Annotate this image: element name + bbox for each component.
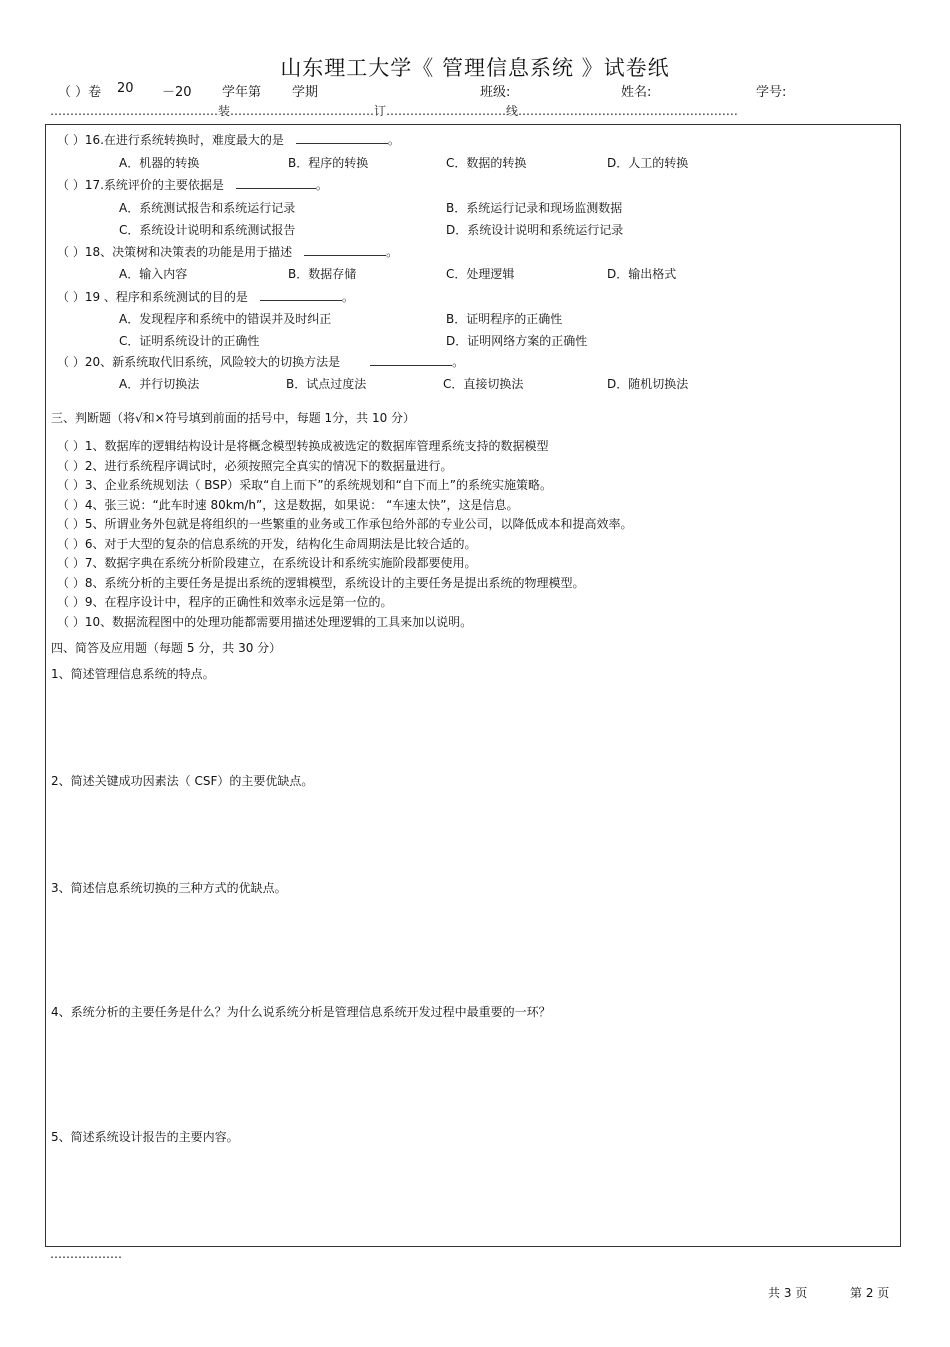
question-16-stem: （ ）16.在进行系统转换时，难度最大的是 <box>57 133 284 147</box>
short-question-1: 1、简述管理信息系统的特点。 <box>51 667 215 681</box>
answer-blank <box>370 355 452 366</box>
academic-year-label: 学年第 <box>222 85 262 100</box>
option-19-a: A．发现程序和系统中的错误并及时纠正 <box>119 312 332 326</box>
judge-item-9: （ ）9、在程序设计中，程序的正确性和效率永远是第一位的。 <box>57 595 393 609</box>
option-20-c: C．直接切换法 <box>443 377 524 391</box>
short-question-5: 5、简述系统设计报告的主要内容。 <box>51 1130 239 1144</box>
short-question-3: 3、简述信息系统切换的三种方式的优缺点。 <box>51 881 287 895</box>
period: 。 <box>386 245 399 259</box>
option-17-c: C．系统设计说明和系统测试报告 <box>119 223 296 237</box>
year-to: －20 <box>162 85 192 100</box>
question-17 <box>57 176 328 193</box>
option-16-c: C．数据的转换 <box>446 156 527 170</box>
answer-blank <box>260 290 342 301</box>
period: 。 <box>341 290 354 304</box>
judge-item-8: （ ）8、系统分析的主要任务是提出系统的逻辑模型，系统设计的主要任务是提出系统的物理模型。 <box>57 576 585 590</box>
option-16-b: B．程序的转换 <box>288 156 369 170</box>
current-page: 第 2 页 <box>850 1286 890 1300</box>
option-19-d: D．证明网络方案的正确性 <box>446 334 588 348</box>
option-18-b: B．数据存储 <box>288 267 357 281</box>
student-id-label: 学号: <box>756 85 787 100</box>
option-16-d: D．人工的转换 <box>607 156 689 170</box>
semester-label: 学期 <box>292 85 319 100</box>
answer-blank <box>304 245 386 256</box>
short-answer-heading: 四、简答及应用题（每题 5 分，共 30 分） <box>51 641 282 655</box>
short-question-4: 4、系统分析的主要任务是什么？为什么说系统分析是管理信息系统开发过程中最重要的一环？ <box>51 1005 551 1019</box>
question-19-stem: （ ）19 、程序和系统测试的目的是 <box>57 290 248 304</box>
paper-type: （ ）卷 <box>58 85 102 100</box>
footer-dots: ……………… <box>50 1247 122 1261</box>
binding-line: ……………………………………装………………………………订…………………………线………….…………………………………… <box>50 104 738 118</box>
total-pages: 共 3 页 <box>768 1286 808 1300</box>
judge-item-1: （ ）1、数据库的逻辑结构设计是将概念模型转换成被选定的数据库管理系统支持的数据模型 <box>57 439 549 453</box>
judge-item-4: （ ）4、张三说：“此车时速 80km/h”，这是数据，如果说： “车速太快”，这是信息。 <box>57 498 519 512</box>
question-18 <box>57 243 398 260</box>
question-20-stem: （ ）20、新系统取代旧系统，风险较大的切换方法是 <box>57 355 341 369</box>
option-17-d: D．系统设计说明和系统运行记录 <box>446 223 624 237</box>
question-19 <box>57 288 354 305</box>
option-18-d: D．输出格式 <box>607 267 677 281</box>
answer-blank <box>236 178 316 189</box>
judge-item-7: （ ）7、数据字典在系统分析阶段建立，在系统设计和系统实施阶段都要使用。 <box>57 556 477 570</box>
judge-item-10: （ ）10、数据流程图中的处理功能都需要用描述处理逻辑的工具来加以说明。 <box>57 615 473 629</box>
question-18-stem: （ ）18、决策树和决策表的功能是用于描述 <box>57 245 293 259</box>
judge-item-5: （ ）5、所谓业务外包就是将组织的一些繁重的业务或工作承包给外部的专业公司，以降低成本和提高效率。 <box>57 517 633 531</box>
judge-item-3: （ ）3、企业系统规划法（ BSP）采取“自上而下”的系统规划和“自下而上”的系统实施策略。 <box>57 478 553 492</box>
short-question-2: 2、简述关键成功因素法（ CSF）的主要优缺点。 <box>51 774 314 788</box>
option-20-b: B．试点过度法 <box>286 377 367 391</box>
judge-section-heading: 三、判断题（将√和×符号填到前面的括号中，每题 1分，共 10 分） <box>51 411 416 425</box>
period: 。 <box>315 178 328 192</box>
option-18-a: A．输入内容 <box>119 267 188 281</box>
answer-blank <box>296 133 388 144</box>
option-16-a: A．机器的转换 <box>119 156 200 170</box>
period: 。 <box>452 355 465 369</box>
question-17-stem: （ ）17.系统评价的主要依据是 <box>57 178 224 192</box>
name-label: 姓名: <box>621 85 652 100</box>
option-19-b: B．证明程序的正确性 <box>446 312 563 326</box>
year-from: 20 <box>117 81 134 96</box>
option-17-a: A．系统测试报告和系统运行记录 <box>119 201 296 215</box>
option-19-c: C．证明系统设计的正确性 <box>119 334 260 348</box>
option-18-c: C．处理逻辑 <box>446 267 515 281</box>
option-17-b: B．系统运行记录和现场监测数据 <box>446 201 623 215</box>
option-20-a: A．并行切换法 <box>119 377 200 391</box>
exam-title: 山东理工大学《 管理信息系统 》试卷纸 <box>280 56 670 80</box>
period: 。 <box>387 133 400 147</box>
question-20 <box>57 353 464 370</box>
question-16 <box>57 131 400 148</box>
judge-item-2: （ ）2、进行系统程序调试时，必须按照完全真实的情况下的数据量进行。 <box>57 459 453 473</box>
option-20-d: D．随机切换法 <box>607 377 689 391</box>
class-label: 班级: <box>480 85 511 100</box>
judge-item-6: （ ）6、对于大型的复杂的信息系统的开发，结构化生命周期法是比较合适的。 <box>57 537 477 551</box>
